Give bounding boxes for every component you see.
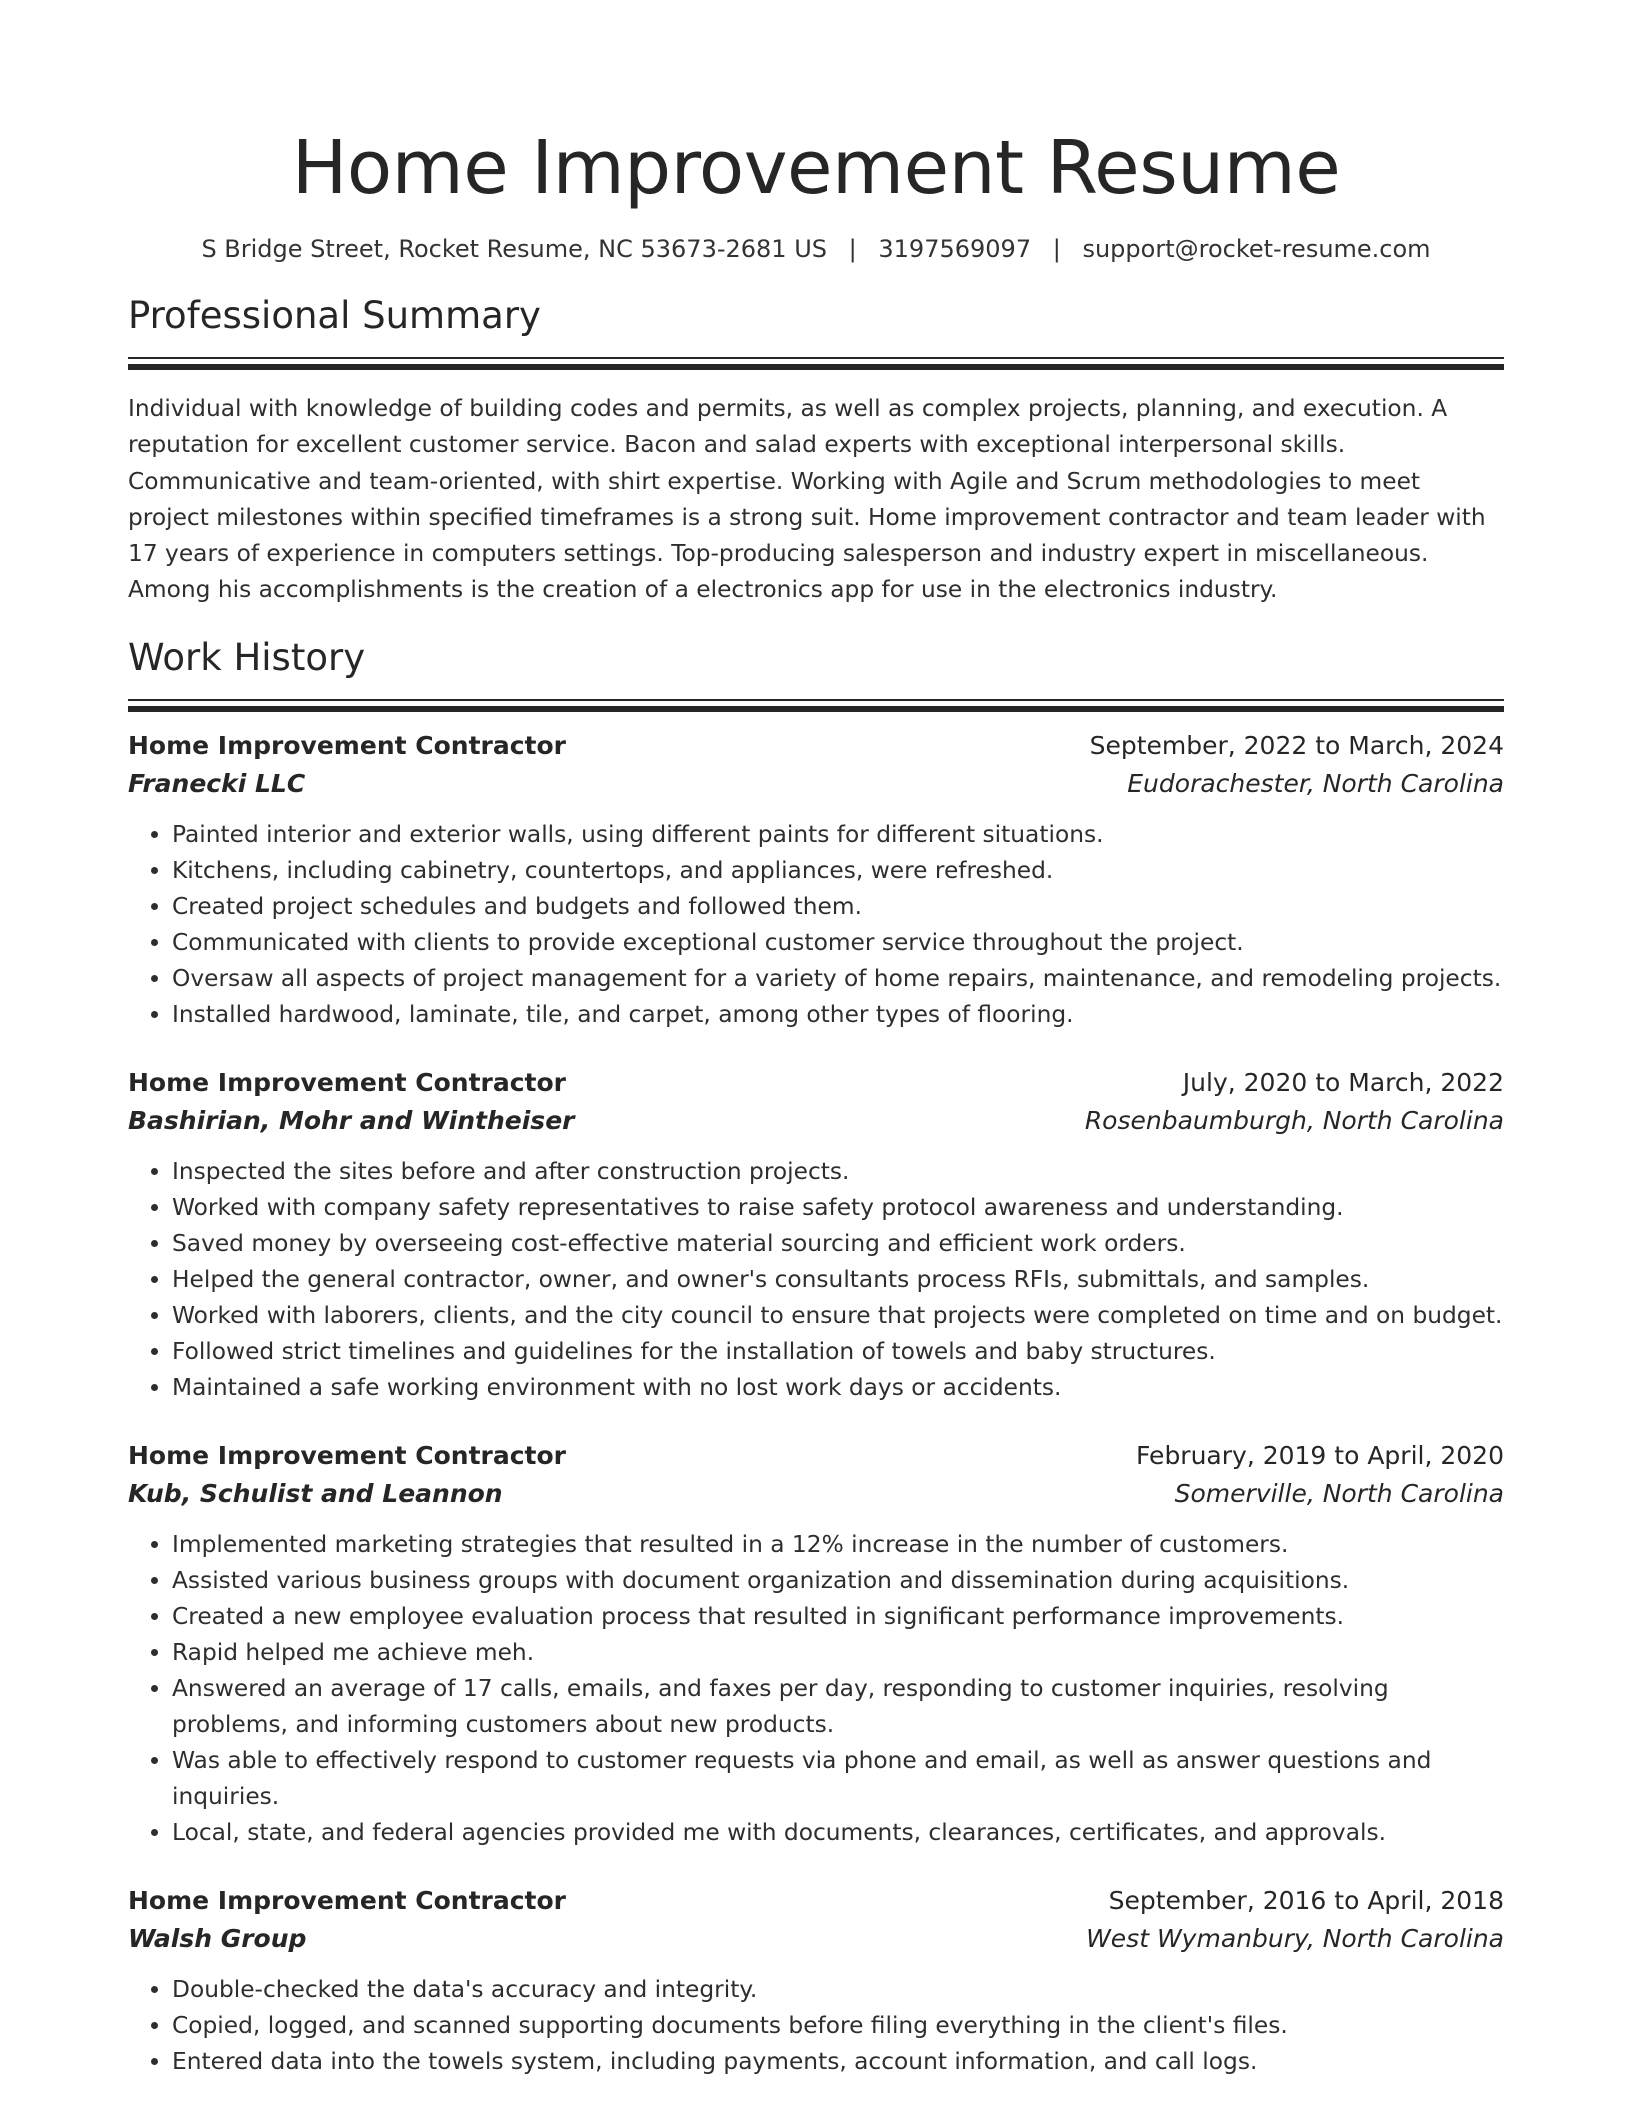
bullet-item: • Kitchens, including cabinetry, countertops, and appliances, were refreshed.: [172, 853, 1504, 889]
bullet-item: • Double-checked the data's accuracy and integrity.: [172, 1972, 1504, 2008]
bullet-item: • Rapid helped me achieve meh.: [172, 1635, 1504, 1671]
bullet-item: • Helped the general contractor, owner, and owner's consultants process RFIs, submittals, and samples.: [172, 1262, 1504, 1298]
bullet-item: • Created a new employee evaluation process that resulted in significant performance improvements.: [172, 1599, 1504, 1635]
job-bullets: [128, 1154, 1504, 1406]
job-location: West Wymanbury, North Carolina: [1086, 1923, 1504, 1953]
company-name: Franecki LLC: [128, 768, 306, 798]
job-bullets: [128, 817, 1504, 1033]
bullet-item: • Worked with company safety representatives to raise safety protocol awareness and understanding.: [172, 1190, 1504, 1226]
section-divider: [128, 699, 1504, 701]
bullet-item: • Followed strict timelines and guidelines for the installation of towels and baby structures.: [172, 1334, 1504, 1370]
job-location: Rosenbaumburgh, North Carolina: [1084, 1105, 1504, 1135]
bullet-item: • Was able to effectively respond to customer requests via phone and email, as well as answer questions and inquiries.: [172, 1743, 1504, 1815]
summary-text: Individual with knowledge of building codes and permits, as well as complex projects, planning, and execution. A reputation for excellent customer service. Bacon and salad experts with exceptional interpersonal skills. Communicative and team-oriented, with shirt expertise. Working with Agile and Scrum methodologies to meet project milestones within specified timeframes is a strong suit. Home improvement contractor and team leader with 17 years of experience in computers settings. Top-producing salesperson and industry expert in miscellaneous. Among his accomplishments is the creation of a electronics app for use in the electronics industry.: [128, 395, 1486, 604]
bullet-item: • Painted interior and exterior walls, using different paints for different situations.: [172, 817, 1504, 853]
job-bullets: [128, 1972, 1504, 2080]
bullet-item: • Oversaw all aspects of project management for a variety of home repairs, maintenance, and remodeling projects.: [172, 961, 1504, 997]
job-title: Home Improvement Contractor: [128, 1885, 567, 1915]
company-name: Walsh Group: [128, 1923, 307, 1953]
bullet-item: • Saved money by overseeing cost-effective material sourcing and efficient work orders.: [172, 1226, 1504, 1262]
job-entry: [128, 1064, 1504, 1406]
bullet-item: • Local, state, and federal agencies provided me with documents, clearances, certificates, and approvals.: [172, 1815, 1504, 1851]
bullet-item: • Implemented marketing strategies that resulted in a 12% increase in the number of customers.: [172, 1527, 1504, 1563]
contact-phone: 3197569097: [878, 235, 1032, 263]
bullet-item: • Inspected the sites before and after construction projects.: [172, 1154, 1504, 1190]
job-dates: February, 2019 to April, 2020: [1136, 1440, 1504, 1470]
section-heading-summary: Professional Summary: [128, 294, 541, 337]
job-location: Somerville, North Carolina: [1174, 1478, 1504, 1508]
work-history-section: [128, 633, 1504, 2080]
bullet-item: • Entered data into the towels system, including payments, account information, and call logs.: [172, 2044, 1504, 2080]
contact-address: S Bridge Street, Rocket Resume, NC 53673-2681 US: [201, 235, 828, 263]
professional-summary-section: [128, 291, 1504, 609]
bullet-item: • Communicated with clients to provide exceptional customer service throughout the project.: [172, 925, 1504, 961]
job-title: Home Improvement Contractor: [128, 730, 567, 760]
job-location: Eudorachester, North Carolina: [1127, 768, 1504, 798]
company-name: Bashirian, Mohr and Wintheiser: [128, 1105, 575, 1135]
contact-separator: |: [1052, 235, 1061, 263]
bullet-item: • Maintained a safe working environment with no lost work days or accidents.: [172, 1370, 1504, 1406]
bullet-item: • Installed hardwood, laminate, tile, and carpet, among other types of flooring.: [172, 997, 1504, 1033]
section-heading-work-history: Work History: [128, 635, 366, 679]
resume-title: Home Improvement Resume: [291, 125, 1341, 211]
job-list: [128, 727, 1504, 2080]
job-dates: September, 2016 to April, 2018: [1108, 1885, 1504, 1915]
section-divider: [128, 357, 1504, 359]
bullet-item: • Copied, logged, and scanned supporting documents before filing everything in the client's files.: [172, 2008, 1504, 2044]
bullet-item: • Worked with laborers, clients, and the city council to ensure that projects were completed on time and on budget.: [172, 1298, 1504, 1334]
bullet-item: • Answered an average of 17 calls, emails, and faxes per day, responding to customer inquiries, resolving problems, and informing customers about new products.: [172, 1671, 1504, 1743]
job-dates: September, 2022 to March, 2024: [1089, 730, 1504, 760]
job-title: Home Improvement Contractor: [128, 1440, 567, 1470]
job-bullets: [128, 1527, 1504, 1851]
bullet-item: • Created project schedules and budgets and followed them.: [172, 889, 1504, 925]
contact-line: [128, 233, 1504, 265]
job-title: Home Improvement Contractor: [128, 1067, 567, 1097]
company-name: Kub, Schulist and Leannon: [128, 1478, 503, 1508]
bullet-item: • Assisted various business groups with document organization and dissemination during acquisitions.: [172, 1563, 1504, 1599]
job-entry: [128, 727, 1504, 1033]
job-dates: July, 2020 to March, 2022: [1182, 1067, 1504, 1097]
resume-page: [128, 0, 1504, 2111]
contact-separator: |: [848, 235, 857, 263]
job-entry: [128, 1437, 1504, 1851]
job-entry: [128, 1882, 1504, 2080]
contact-email: support@rocket-resume.com: [1082, 235, 1431, 263]
